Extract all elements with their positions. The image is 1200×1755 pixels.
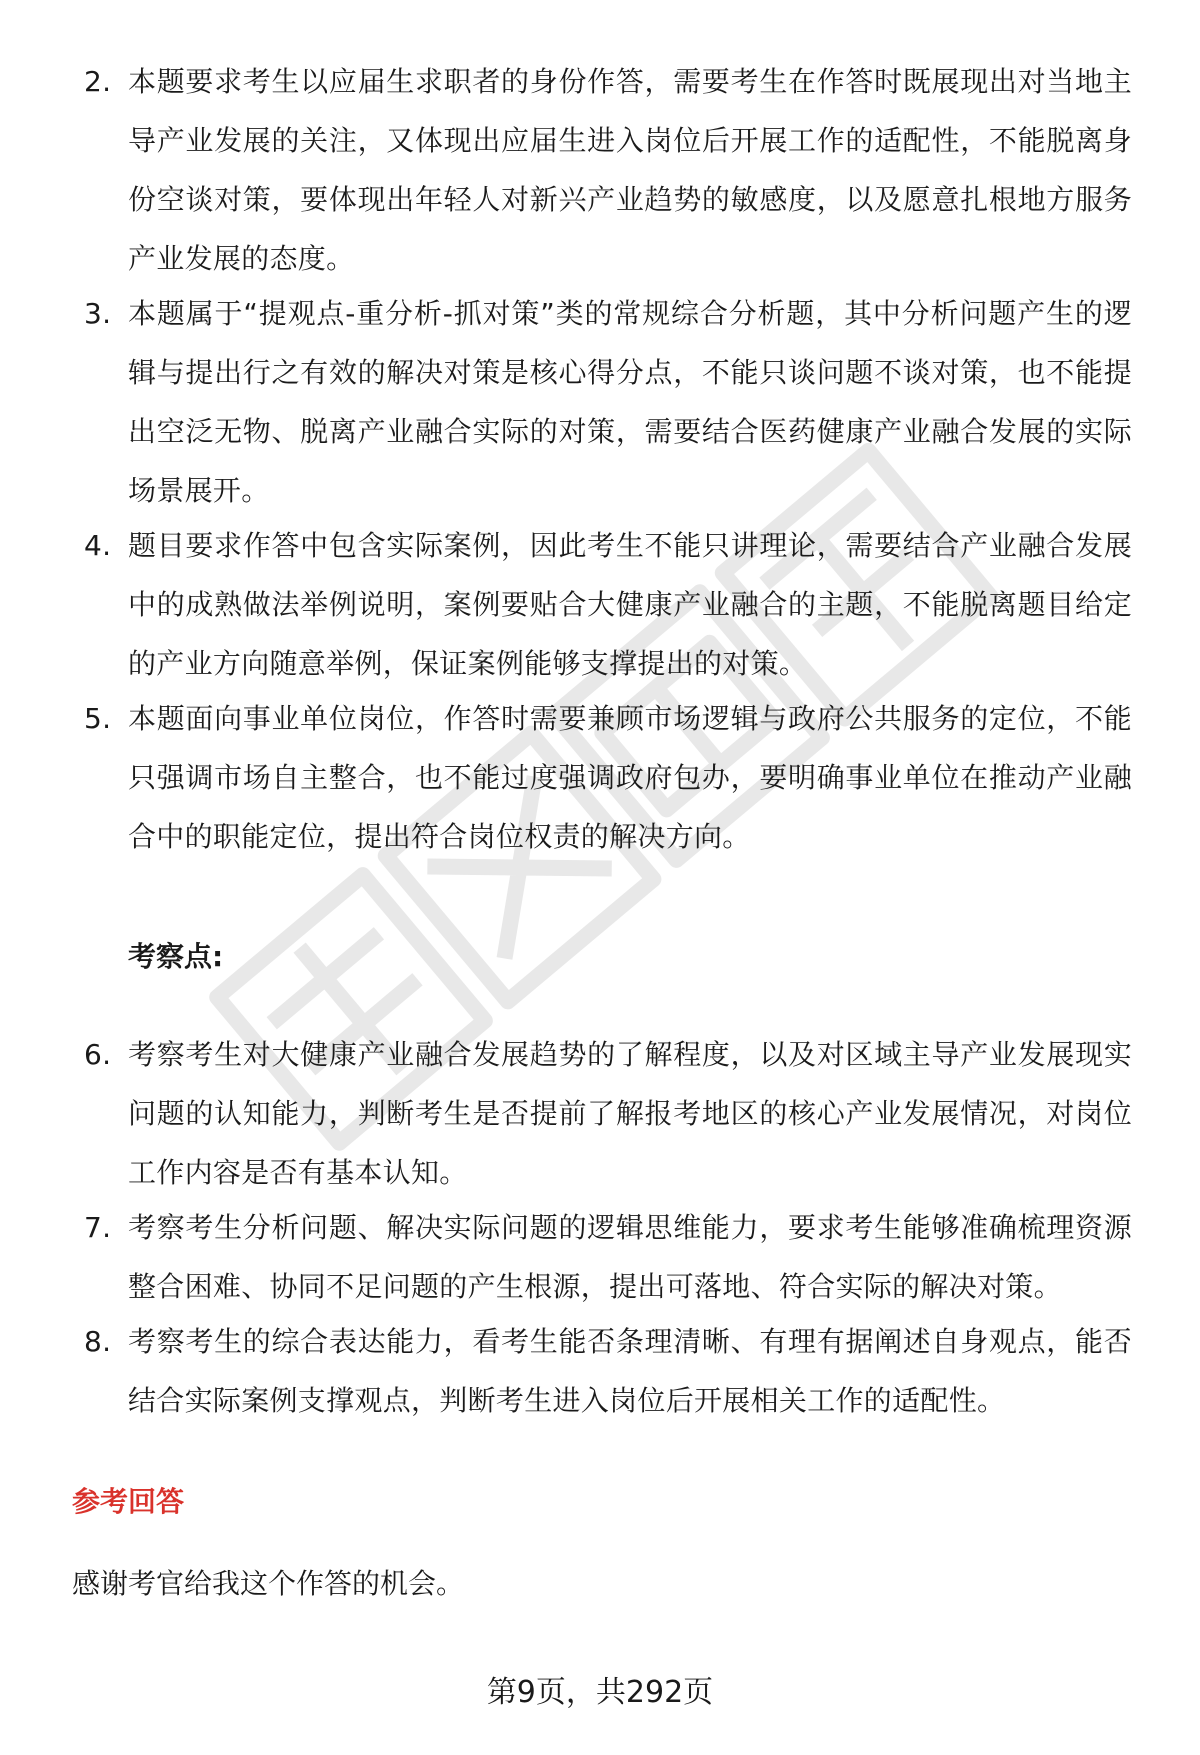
page-number-footer: 第9页，共292页 — [486, 1675, 714, 1710]
list-item — [0, 516, 1200, 693]
list-number: 7. — [84, 1211, 112, 1244]
answer-paragraph: 感谢考官给我这个作答的机会。 — [72, 1567, 465, 1600]
exam-points-heading: 考察点: — [128, 940, 224, 973]
list-text: 考察考生的综合表达能力，看考生能否条理清晰、有理有据阐述自身观点，能否结合实际案例支撑观点，判断考生进入岗位后开展相关工作的适配性。 — [128, 1325, 1132, 1417]
reference-answer-heading: 参考回答 — [72, 1485, 185, 1518]
list-text: 考察考生分析问题、解决实际问题的逻辑思维能力，要求考生能够准确梳理资源整合困难、协同不足问题的产生根源，提出可落地、符合实际的解决对策。 — [128, 1211, 1132, 1303]
requirements-list — [0, 52, 1200, 866]
list-text: 题目要求作答中包含实际案例，因此考生不能只讲理论，需要结合产业融合发展中的成熟做法举例说明，案例要贴合大健康产业融合的主题，不能脱离题目给定的产业方向随意举例，保证案例能够支撑提出的对策。 — [128, 529, 1132, 680]
list-number: 4. — [84, 529, 112, 562]
list-text: 本题要求考生以应届生求职者的身份作答，需要考生在作答时既展现出对当地主导产业发展的关注，又体现出应届生进入岗位后开展工作的适配性，不能脱离身份空谈对策，要体现出年轻人对新兴产业趋势的敏感度，以及愿意扎根地方服务产业发展的态度。 — [128, 65, 1132, 275]
exam-points-list — [0, 1025, 1200, 1430]
list-item — [0, 1312, 1200, 1430]
list-text: 本题面向事业单位岗位，作答时需要兼顾市场逻辑与政府公共服务的定位，不能只强调市场自主整合，也不能过度强调政府包办，要明确事业单位在推动产业融合中的职能定位，提出符合岗位权责的解决方向。 — [128, 702, 1132, 853]
list-item — [0, 1198, 1200, 1316]
list-number: 6. — [84, 1038, 112, 1071]
list-number: 3. — [84, 297, 112, 330]
list-text: 本题属于“提观点-重分析-抓对策”类的常规综合分析题，其中分析问题产生的逻辑与提出行之有效的解决对策是核心得分点，不能只谈问题不谈对策，也不能提出空泛无物、脱离产业融合实际的对策，需要结合医药健康产业融合发展的实际场景展开。 — [128, 297, 1132, 507]
list-number: 5. — [84, 702, 112, 735]
list-item — [0, 689, 1200, 866]
list-number: 8. — [84, 1325, 112, 1358]
list-text: 考察考生对大健康产业融合发展趋势的了解程度，以及对区域主导产业发展现实问题的认知能力，判断考生是否提前了解报考地区的核心产业发展情况，对岗位工作内容是否有基本认知。 — [128, 1038, 1132, 1189]
list-number: 2. — [84, 65, 112, 98]
list-item — [0, 1025, 1200, 1202]
list-item — [0, 52, 1200, 288]
list-item — [0, 284, 1200, 520]
